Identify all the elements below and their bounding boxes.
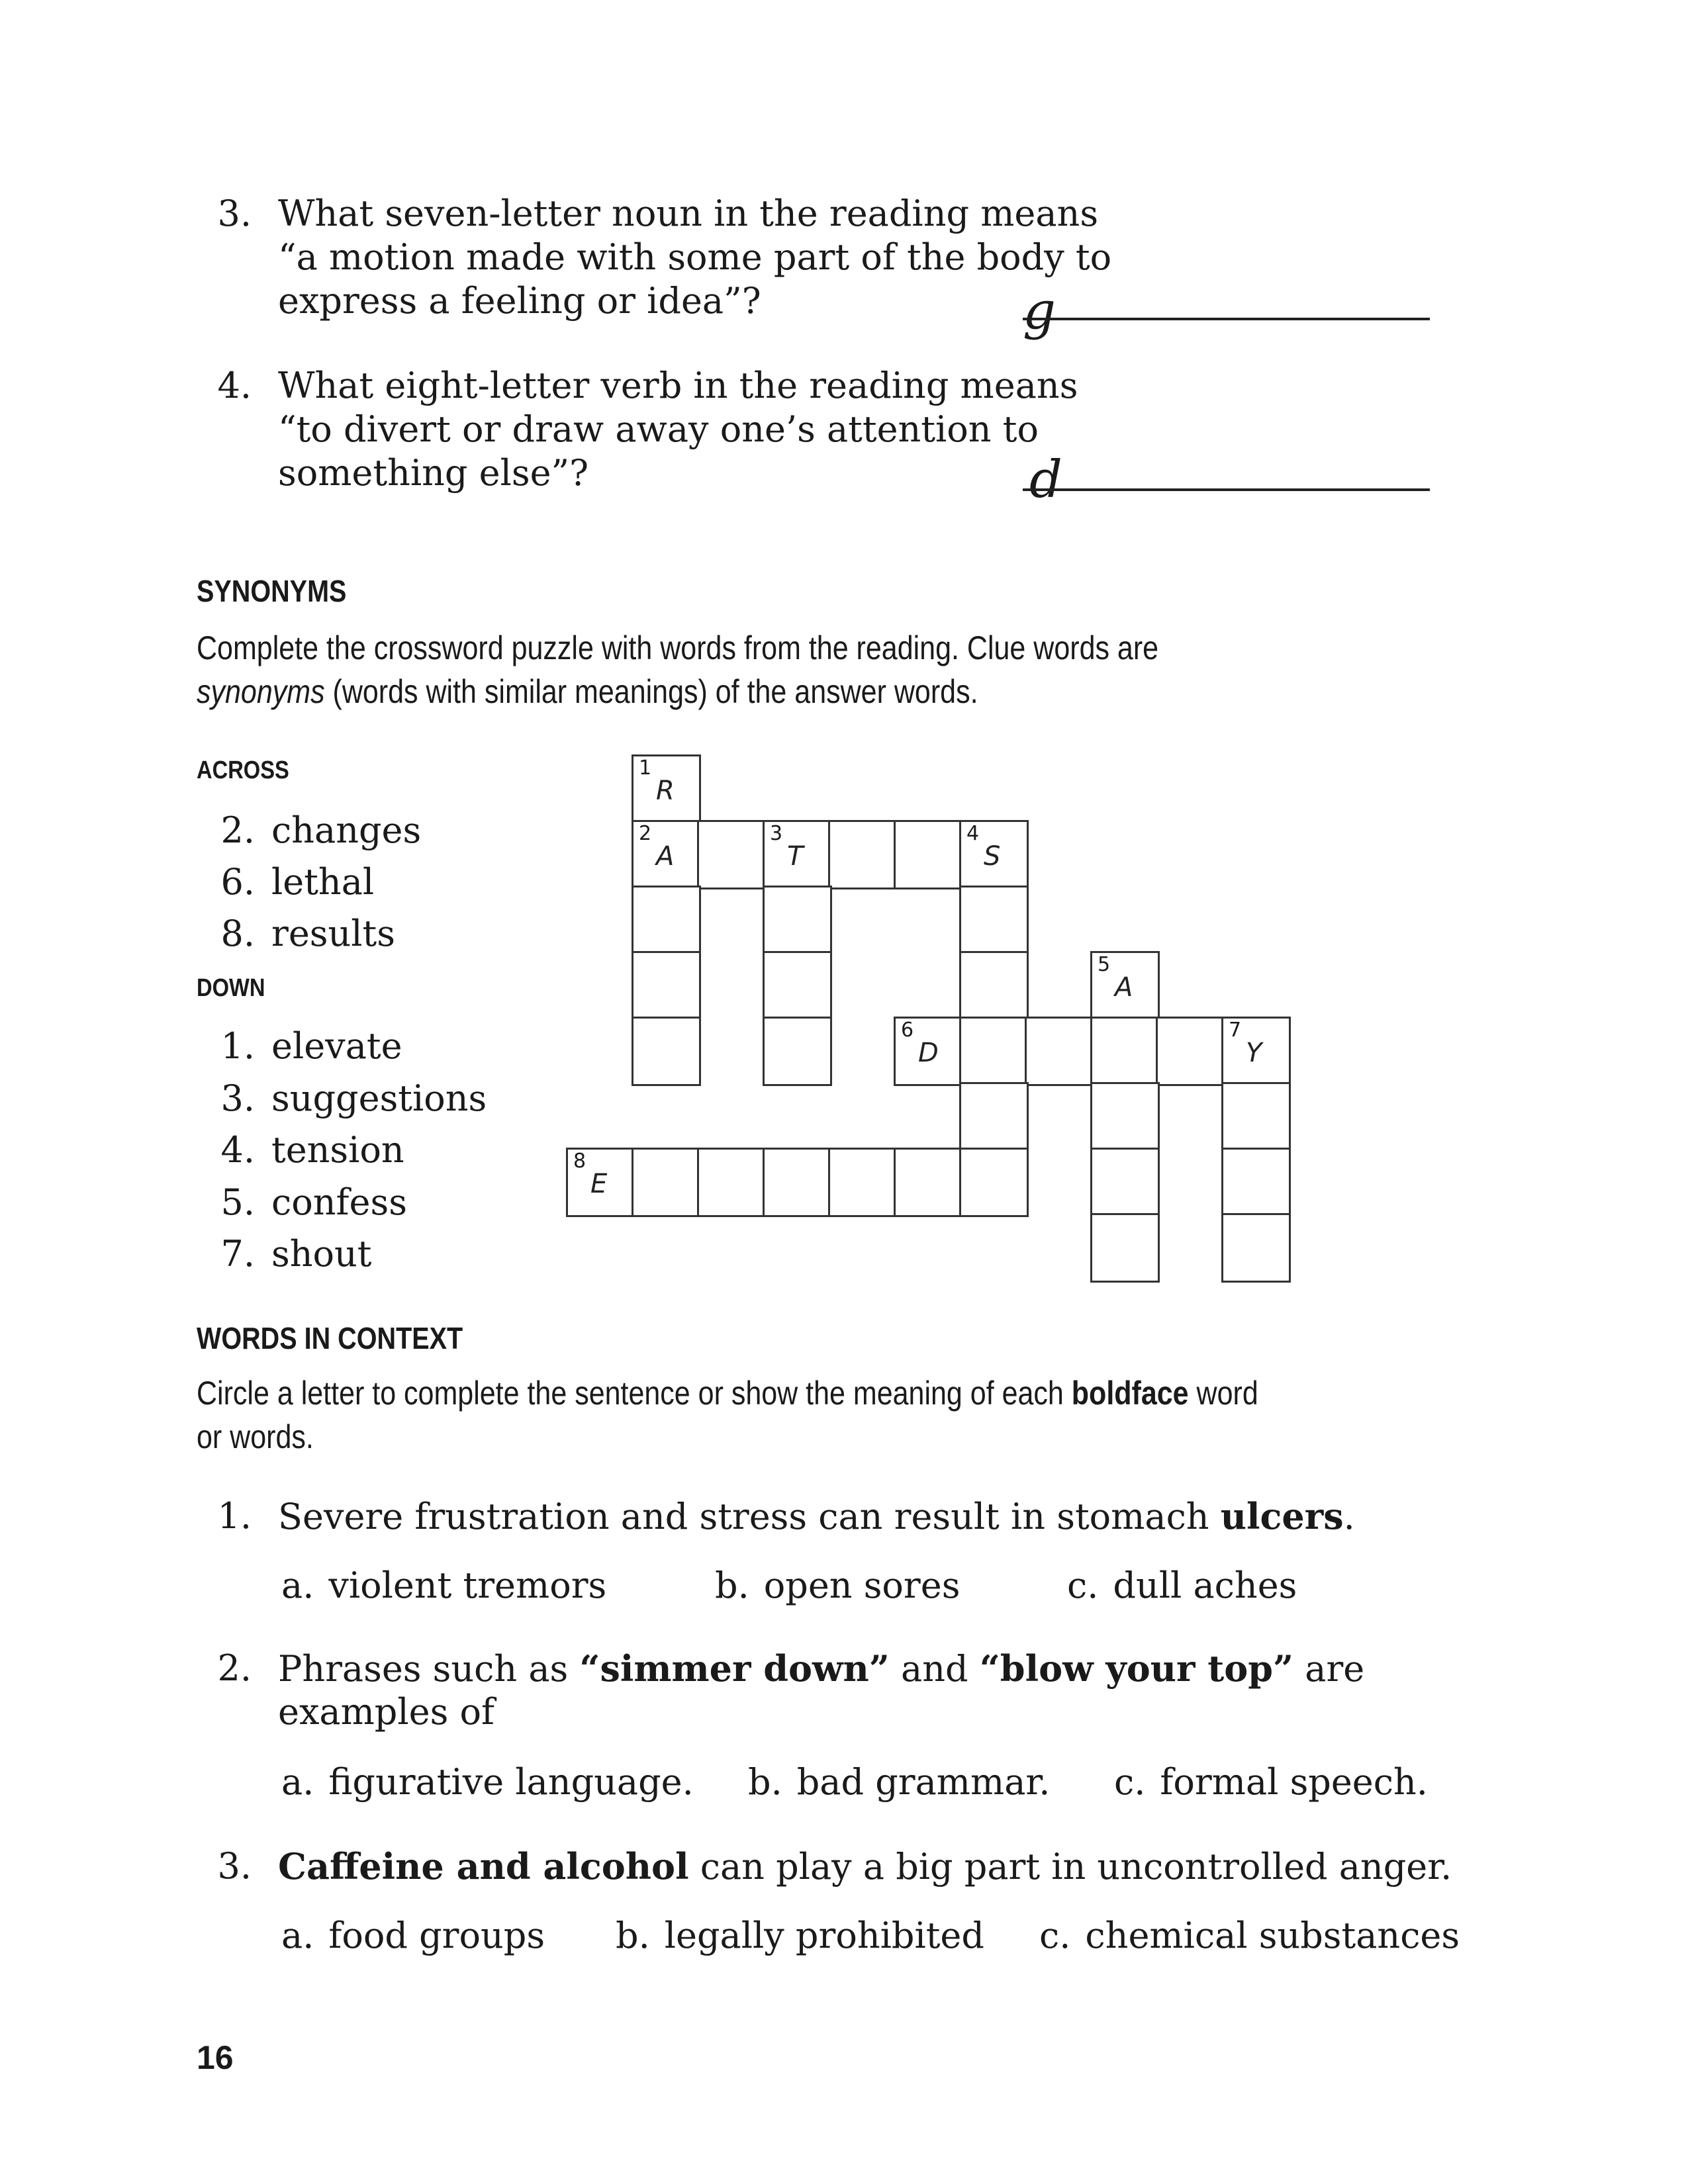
crossword-cell[interactable]	[632, 754, 701, 824]
clue-number: 8.	[220, 913, 255, 954]
choice-letter[interactable]: c.	[1039, 1915, 1071, 1956]
choice-text: chemical substances	[1085, 1915, 1460, 1956]
clue-text: changes	[271, 809, 422, 851]
crossword-cell[interactable]	[1025, 1017, 1094, 1086]
question-number: 1.	[217, 1495, 252, 1537]
cell-letter: E	[590, 1169, 608, 1199]
synonyms-instructions	[197, 626, 1307, 713]
choice-a[interactable]	[281, 1564, 606, 1608]
context-instructions	[197, 1371, 1307, 1459]
choice-letter[interactable]: c.	[1067, 1565, 1099, 1606]
crossword-cell[interactable]	[632, 1148, 701, 1217]
crossword-cell[interactable]	[1221, 1148, 1291, 1217]
crossword-cell[interactable]	[828, 1148, 898, 1217]
question-text-end: can play a big part in uncontrolled anger.	[688, 1846, 1452, 1888]
crossword-cell[interactable]	[1221, 1017, 1291, 1086]
cell-letter: D	[918, 1038, 939, 1068]
crossword-cell[interactable]	[959, 886, 1029, 955]
clue-text: confess	[271, 1181, 407, 1223]
clue-text: suggestions	[271, 1077, 487, 1119]
crossword-cell[interactable]	[566, 1148, 635, 1217]
clue-number: 4.	[220, 1129, 255, 1171]
crossword-cell[interactable]	[894, 1148, 963, 1217]
question-bold-term: ulcers	[1220, 1495, 1344, 1537]
instructions-bold-term: boldface	[1071, 1375, 1189, 1412]
answer-line[interactable]	[1023, 488, 1430, 491]
crossword-cell[interactable]	[959, 951, 1029, 1021]
cell-number: 6	[901, 1019, 914, 1042]
cell-letter: A	[1115, 972, 1133, 1003]
clue-number: 5.	[220, 1181, 255, 1223]
question-text-mid: and	[889, 1648, 980, 1690]
crossword-cell[interactable]	[763, 951, 832, 1021]
choice-text: legally prohibited	[664, 1915, 984, 1956]
question-bold-phrase-2: “blow your top”	[979, 1647, 1294, 1690]
cell-number: 3	[770, 822, 783, 845]
crossword-cell[interactable]	[1090, 1148, 1160, 1217]
choice-a[interactable]	[281, 1760, 694, 1804]
crossword-cell[interactable]	[763, 1017, 832, 1086]
page-number: 16	[197, 2039, 234, 2076]
instructions-italic-term: synonyms	[197, 673, 325, 710]
instructions-line-1: Complete the crossword puzzle with words from the reading. Clue words are	[197, 629, 1159, 666]
choice-letter[interactable]: a.	[281, 1915, 314, 1956]
cell-number: 1	[639, 756, 652, 780]
question-text-end: .	[1343, 1496, 1355, 1537]
crossword-cell[interactable]	[1221, 1082, 1291, 1152]
choice-letter[interactable]: c.	[1114, 1761, 1146, 1803]
cell-letter: T	[787, 841, 804, 872]
clue-number: 3.	[220, 1077, 255, 1119]
choice-b[interactable]	[715, 1564, 960, 1608]
question-number: 4.	[217, 365, 252, 406]
instructions-line-2: or words.	[197, 1418, 314, 1455]
answer-line[interactable]	[1023, 318, 1430, 320]
cell-letter: S	[984, 841, 1001, 872]
choice-b[interactable]	[616, 1914, 984, 1958]
crossword-cell[interactable]	[959, 820, 1029, 889]
question-text-start: Phrases such as	[278, 1648, 580, 1690]
crossword-grid	[566, 754, 1294, 1291]
clue-text: elevate	[271, 1025, 402, 1067]
choice-text: bad grammar.	[796, 1761, 1051, 1803]
crossword-cell[interactable]	[1090, 1213, 1160, 1283]
instructions-line-1: Circle a letter to complete the sentence or show the meaning of each	[197, 1375, 1072, 1412]
choice-c[interactable]	[1114, 1760, 1428, 1804]
crossword-cell[interactable]	[828, 820, 898, 889]
down-label: DOWN	[197, 974, 265, 1002]
question-text-line-2: examples of	[278, 1691, 494, 1733]
cell-number: 4	[966, 822, 980, 845]
crossword-cell[interactable]	[959, 1148, 1029, 1217]
crossword-cell[interactable]	[1090, 1017, 1160, 1086]
clue-text: tension	[271, 1129, 404, 1171]
crossword-cell[interactable]	[894, 1017, 963, 1086]
cell-number: 2	[639, 822, 652, 845]
choice-text: formal speech.	[1160, 1761, 1428, 1803]
section-heading-words-in-context: WORDS IN CONTEXT	[197, 1321, 463, 1355]
question-text-start: Severe frustration and stress can result in stomach	[278, 1496, 1221, 1537]
crossword-cell[interactable]	[894, 820, 963, 889]
crossword-cell[interactable]	[632, 1017, 701, 1086]
crossword-cell[interactable]	[697, 1148, 767, 1217]
question-text: What eight-letter verb in the reading means “to divert or draw away one’s attention to something else”?	[278, 365, 1078, 494]
question-text-end: are	[1293, 1648, 1365, 1690]
choice-letter[interactable]: a.	[281, 1761, 314, 1803]
clue-number: 7.	[220, 1233, 255, 1275]
question-text	[278, 1494, 1355, 1539]
choice-letter[interactable]: a.	[281, 1565, 314, 1606]
cell-number: 7	[1229, 1019, 1242, 1042]
crossword-cell[interactable]	[632, 886, 701, 955]
choice-text: violent tremors	[328, 1565, 607, 1606]
question-number: 2.	[217, 1647, 252, 1689]
choice-b[interactable]	[748, 1760, 1050, 1804]
crossword-cell[interactable]	[1090, 951, 1160, 1021]
answer-start-letter: d	[1029, 450, 1062, 510]
across-label: ACROSS	[197, 756, 289, 784]
clue-text: shout	[271, 1233, 372, 1275]
clue-number: 6.	[220, 861, 255, 903]
crossword-cell[interactable]	[959, 1017, 1029, 1086]
clue-number: 1.	[220, 1025, 255, 1067]
section-heading-synonyms: SYNONYMS	[197, 574, 347, 608]
question-bold-term: Caffeine and alcohol	[278, 1845, 689, 1888]
cell-letter: Y	[1246, 1038, 1262, 1068]
crossword-cell[interactable]	[763, 820, 832, 889]
instructions-line-1-end: word	[1188, 1375, 1258, 1412]
cell-letter: A	[656, 841, 675, 872]
choice-text: figurative language.	[328, 1761, 694, 1803]
crossword-cell[interactable]	[1221, 1213, 1291, 1283]
choice-letter[interactable]: b.	[616, 1915, 650, 1956]
choice-letter[interactable]: b.	[715, 1565, 749, 1606]
crossword-cell[interactable]	[763, 886, 832, 955]
question-text	[278, 1647, 1364, 1691]
choice-c[interactable]	[1039, 1914, 1460, 1958]
question-text: What seven-letter noun in the reading means “a motion made with some part of the body to express a feeling or idea”?	[278, 193, 1112, 322]
clue-text: results	[271, 913, 395, 954]
instructions-line-2: (words with similar meanings) of the answer words.	[324, 673, 978, 710]
choice-c[interactable]	[1067, 1564, 1297, 1608]
cell-number: 5	[1098, 953, 1111, 976]
crossword-cell[interactable]	[1156, 1017, 1225, 1086]
answer-start-letter: g	[1023, 281, 1056, 341]
choice-text: dull aches	[1113, 1565, 1297, 1606]
cell-number: 8	[573, 1150, 586, 1173]
question-bold-phrase-1: “simmer down”	[579, 1647, 890, 1690]
crossword-cell[interactable]	[1090, 1082, 1160, 1152]
clue-number: 2.	[220, 809, 255, 851]
choice-a[interactable]	[281, 1914, 545, 1958]
crossword-cell[interactable]	[959, 1082, 1029, 1152]
crossword-cell[interactable]	[697, 820, 767, 889]
crossword-cell[interactable]	[632, 951, 701, 1021]
clue-text: lethal	[271, 861, 375, 903]
choice-text: open sores	[763, 1565, 961, 1606]
question-text	[278, 1844, 1452, 1889]
question-number: 3.	[217, 1845, 252, 1887]
cell-letter: R	[656, 776, 675, 806]
choice-letter[interactable]: b.	[748, 1761, 782, 1803]
crossword-cell[interactable]	[763, 1148, 832, 1217]
choice-text: food groups	[328, 1915, 545, 1956]
crossword-cell[interactable]	[632, 820, 701, 889]
question-number: 3.	[217, 193, 252, 234]
